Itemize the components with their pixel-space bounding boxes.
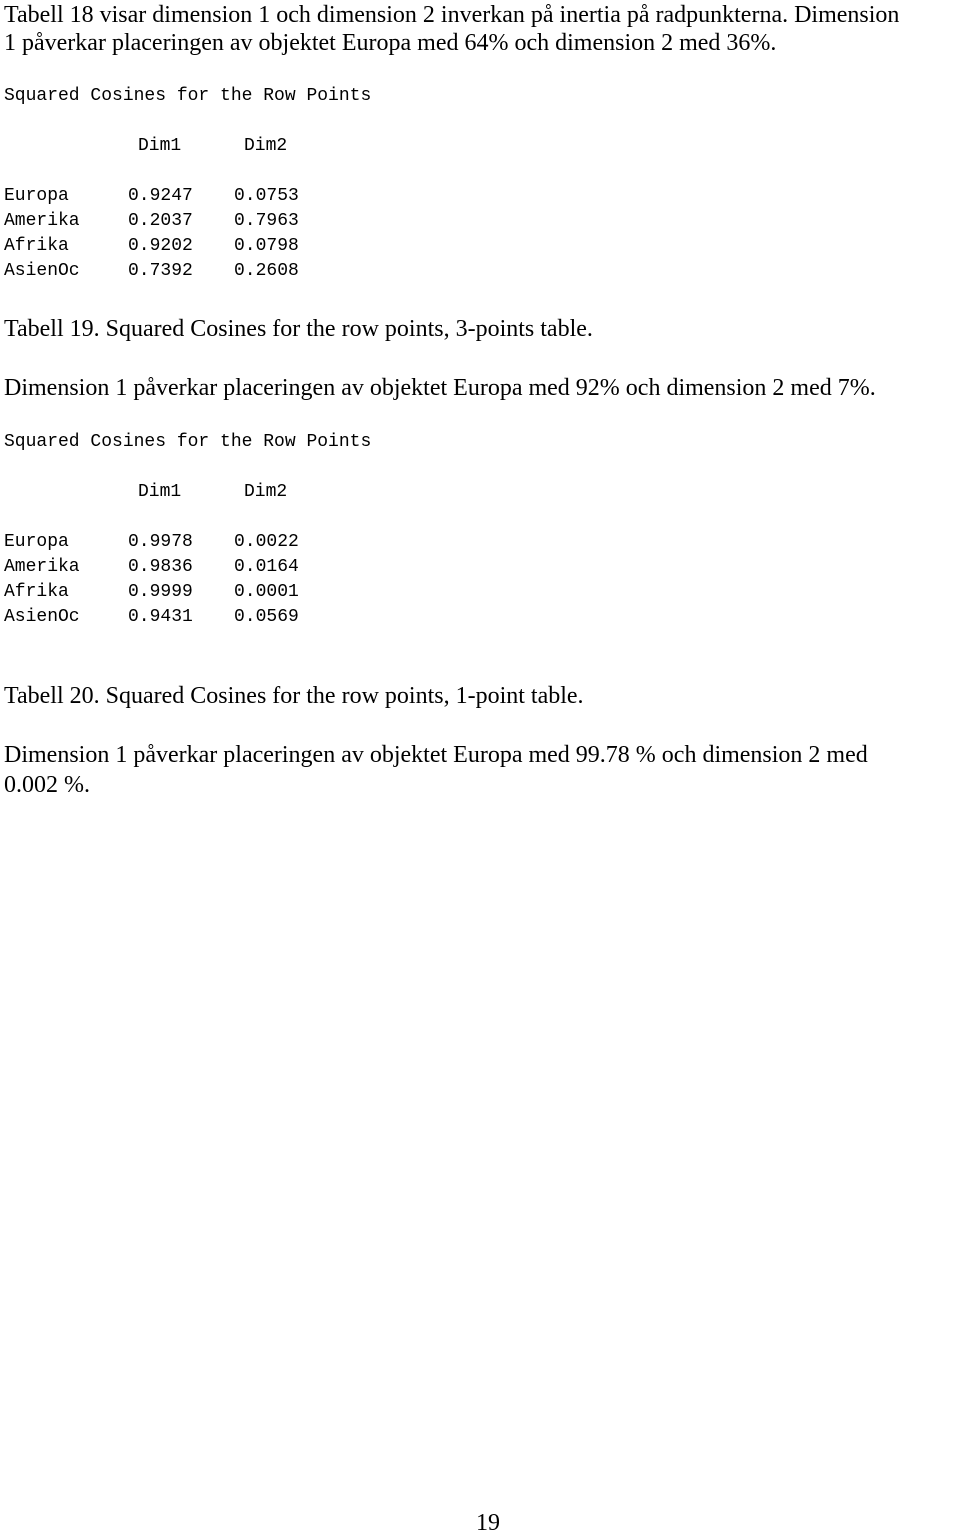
table-2-row-label: AsienOc [4, 607, 80, 627]
table-19-description: Dimension 1 påverkar placeringen av objektet Europa med 92% och dimension 2 med 7%. [4, 375, 876, 401]
table-1-cell-dim1: 0.2037 [128, 211, 193, 231]
table-19-caption: Tabell 19. Squared Cosines for the row points, 3-points table. [4, 316, 593, 342]
table-1-cell-dim2: 0.2608 [234, 261, 299, 281]
table-2-col-dim1: Dim1 [138, 482, 182, 502]
table-1-row-label: AsienOc [4, 261, 80, 281]
table-1-cell-dim2: 0.7963 [234, 211, 299, 231]
table-2-row-label: Afrika [4, 582, 69, 602]
table-1-cell-dim1: 0.9202 [128, 236, 193, 256]
table-1-col-dim1: Dim1 [138, 136, 182, 156]
intro-paragraph-line-2: 1 påverkar placeringen av objektet Europa med 64% och dimension 2 med 36%. [4, 30, 777, 56]
table-2-col-dim2: Dim2 [244, 482, 288, 502]
table-1-row-label: Amerika [4, 211, 80, 231]
table-2-cell-dim2: 0.0569 [234, 607, 299, 627]
table-2-row-label: Europa [4, 532, 69, 552]
table-1-cell-dim2: 0.0753 [234, 186, 299, 206]
table-20-description-line-2: 0.002 %. [4, 772, 90, 798]
table-2-row-label: Amerika [4, 557, 80, 577]
table-2-cell-dim1: 0.9999 [128, 582, 193, 602]
table-2-title: Squared Cosines for the Row Points [4, 432, 372, 452]
table-2-cell-dim1: 0.9978 [128, 532, 193, 552]
table-20-description-line-1: Dimension 1 påverkar placeringen av objektet Europa med 99.78 % och dimension 2 med [4, 742, 868, 768]
table-1-col-dim2: Dim2 [244, 136, 288, 156]
table-2-cell-dim2: 0.0164 [234, 557, 299, 577]
intro-paragraph-line-1: Tabell 18 visar dimension 1 och dimension 2 inverkan på inertia på radpunkterna. Dimension [4, 2, 900, 28]
table-1-row-label: Afrika [4, 236, 69, 256]
table-20-caption: Tabell 20. Squared Cosines for the row points, 1-point table. [4, 683, 584, 709]
table-1-cell-dim1: 0.7392 [128, 261, 193, 281]
table-1-row-label: Europa [4, 186, 69, 206]
page-number: 19 [476, 1510, 500, 1536]
table-2-cell-dim1: 0.9836 [128, 557, 193, 577]
table-2-cell-dim2: 0.0022 [234, 532, 299, 552]
table-2-cell-dim1: 0.9431 [128, 607, 193, 627]
table-1-cell-dim1: 0.9247 [128, 186, 193, 206]
table-1-title: Squared Cosines for the Row Points [4, 86, 372, 106]
table-1-cell-dim2: 0.0798 [234, 236, 299, 256]
table-2-cell-dim2: 0.0001 [234, 582, 299, 602]
